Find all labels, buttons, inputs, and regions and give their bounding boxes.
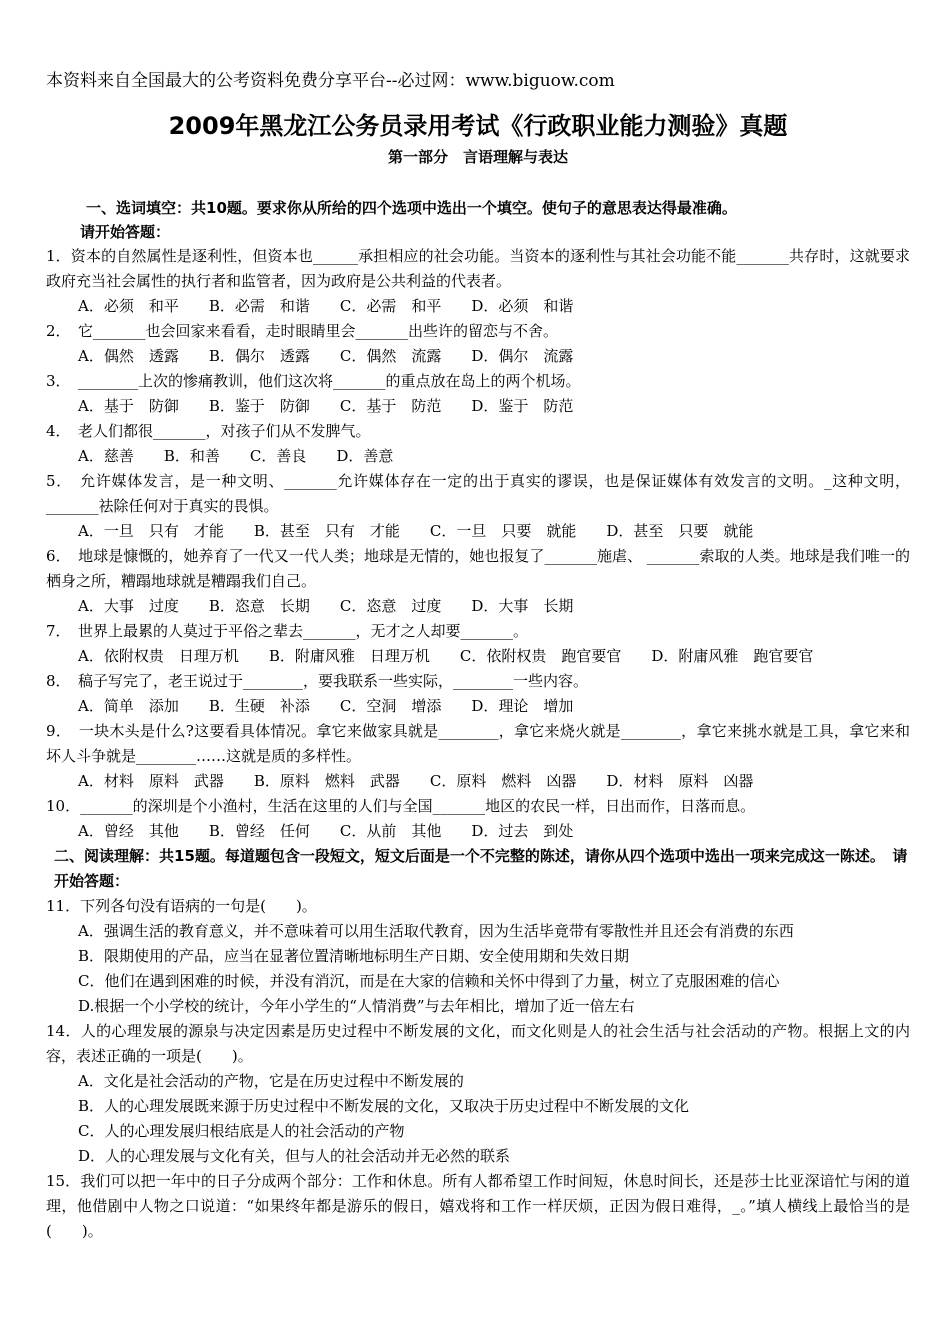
question-9	[46, 719, 910, 794]
question-text: 1．资本的自然属性是逐利性，但资本也______承担相应的社会功能。当资本的逐利性与其社会功能不能_______共存时，这就要求政府充当社会属性的执行者和监管者，因为政府是公共利益的代表者。	[46, 247, 910, 290]
question-text: 14．人的心理发展的源泉与决定因素是历史过程中不断发展的文化，而文化则是人的社会生活与社会活动的产物。根据上文的内容，表述正确的一项是( )。	[46, 1022, 910, 1065]
question-options: A．必须 和平 B．必需 和谐 C．必需 和平 D．必须 和谐	[78, 297, 574, 315]
question-options: A．依附权贵 日理万机 B．附庸风雅 日理万机 C．依附权贵 跑官要官 D．附庸风雅 跑官要官	[78, 647, 814, 665]
question-2	[46, 319, 910, 369]
question-5	[46, 469, 910, 544]
option-c: C．人的心理发展归根结底是人的社会活动的产物	[78, 1122, 405, 1140]
question-text: 15．我们可以把一年中的日子分成两个部分：工作和休息。所有人都希望工作时间短，休息时间长，还是莎士比亚深谙忙与闲的道理，他借剧中人物之口说道：“如果终年都是游乐的假日，嬉戏将和工作一样厌烦，正因为假日难得，_。”填人横线上最恰当的是( )。	[46, 1172, 910, 1240]
question-text: 2． 它_______也会回家来看看，走时眼睛里会_______出些许的留恋与不舍。	[46, 322, 559, 340]
question-14	[46, 1019, 910, 1169]
question-text: 9． 一块木头是什么?这要看具体情况。拿它来做家具就是________，拿它来烧火就是________，拿它来挑水就是工具，拿它来和坏人斗争就是________……这就是质的多样性。	[46, 722, 910, 765]
section-1	[46, 196, 910, 844]
option-d: D.根据一个小学校的统计，今年小学生的“人情消费”与去年相比，增加了近一倍左右	[78, 997, 635, 1015]
option-a: A．强调生活的教育意义，并不意味着可以用生活取代教育，因为生活毕竟带有零散性并且还会有消费的东西	[78, 922, 794, 940]
question-options: A．偶然 透露 B．偶尔 透露 C．偶然 流露 D．偶尔 流露	[78, 347, 574, 365]
question-options: A．材料 原料 武器 B．原料 燃料 武器 C．原料 燃料 凶器 D．材料 原料 凶器	[78, 772, 754, 790]
question-15	[46, 1169, 910, 1244]
question-text: 3． ________上次的惨痛教训，他们这次将_______的重点放在岛上的两个机场。	[46, 372, 581, 390]
question-10	[46, 794, 910, 844]
question-options: A．简单 添加 B．生硬 补添 C．空洞 增添 D．理论 增加	[78, 697, 574, 715]
section-1-start: 请开始答题：	[80, 223, 171, 241]
question-text: 4． 老人们都很_______，对孩子们从不发脾气。	[46, 422, 371, 440]
section-1-heading: 一、选词填空：共10题。要求你从所给的四个选项中选出一个填空。使句子的意思表达得最准确。	[86, 199, 737, 217]
question-11	[46, 894, 910, 1019]
question-options: A．大事 过度 B．恣意 长期 C．恣意 过度 D．大事 长期	[78, 597, 574, 615]
section-2	[46, 844, 910, 1244]
option-a: A．文化是社会活动的产物，它是在历史过程中不断发展的	[78, 1072, 464, 1090]
source-line: 本资料来自全国最大的公考资料免费分享平台--必过网：www.biguow.com	[46, 71, 615, 91]
question-options: A．一旦 只有 才能 B．甚至 只有 才能 C．一旦 只要 就能 D．甚至 只要 就能	[78, 522, 754, 540]
question-8	[46, 669, 910, 719]
question-1	[46, 244, 910, 319]
question-text: 10．_______的深圳是个小渔村，生活在这里的人们与全国_______地区的农民一样，日出而作，日落而息。	[46, 797, 756, 815]
question-options: A．基于 防御 B．鉴于 防御 C．基于 防范 D．鉴于 防范	[78, 397, 574, 415]
question-6	[46, 544, 910, 619]
question-options: A．慈善 B．和善 C．善良 D．善意	[78, 447, 394, 465]
option-b: B．人的心理发展既来源于历史过程中不断发展的文化，又取决于历史过程中不断发展的文化	[78, 1097, 690, 1115]
question-text: 11．下列各句没有语病的一句是( )。	[46, 897, 317, 915]
question-text: 6． 地球是慷慨的，她养育了一代又一代人类；地球是无情的，她也报复了_______施虐、 _______索取的人类。地球是我们唯一的栖身之所，糟蹋地球就是糟蹋我们自己。	[46, 547, 910, 590]
option-d: D．人的心理发展与文化有关，但与人的社会活动并无必然的联系	[78, 1147, 511, 1165]
question-options: A．曾经 其他 B．曾经 任何 C．从前 其他 D．过去 到处	[78, 822, 574, 840]
question-text: 7． 世界上最累的人莫过于平俗之辈去_______，无才之人却要_______。	[46, 622, 529, 640]
question-text: 8． 稿子写完了，老王说过于________，要我联系一些实际，________一些内容。	[46, 672, 589, 690]
page-title: 2009年黑龙江公务员录用考试《行政职业能力测验》真题	[168, 112, 788, 140]
option-b: B．限期使用的产品，应当在显著位置清晰地标明生产日期、安全使用期和失效日期	[78, 947, 630, 965]
option-c: C．他们在遇到困难的时候，并没有消沉，而是在大家的信赖和关怀中得到了力量，树立了克服困难的信心	[78, 972, 780, 990]
section-2-heading: 二、阅读理解：共15题。每道题包含一段短文，短文后面是一个不完整的陈述，请你从四个选项中选出一项来完成这一陈述。 请开始答题：	[54, 847, 908, 890]
question-7	[46, 619, 910, 669]
question-3	[46, 369, 910, 419]
question-4	[46, 419, 910, 469]
question-text: 5． 允许媒体发言，是一种文明、_______允许媒体存在一定的出于真实的谬误，也是保证媒体有效发言的文明。_这种文明，_______祛除任何对于真实的畏惧。	[46, 472, 910, 515]
part-heading: 第一部分 言语理解与表达	[387, 148, 568, 166]
